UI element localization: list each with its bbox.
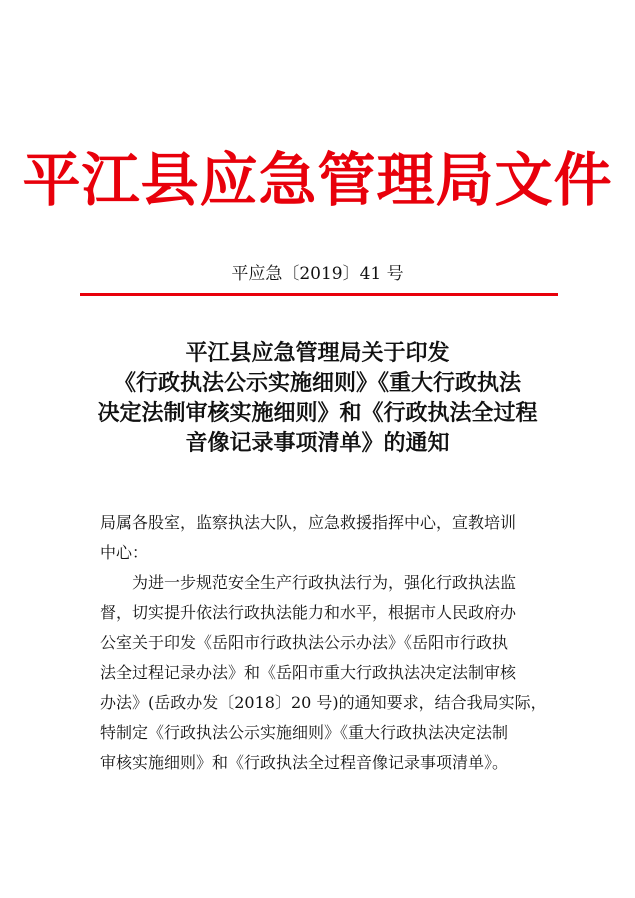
body-line: 中心：: [100, 543, 149, 562]
notice-title-line: 决定法制审核实施细则》和《行政执法全过程: [97, 400, 538, 426]
body-line: 法全过程记录办法》和《岳阳市重大行政执法决定法制审核: [100, 663, 517, 682]
body-line: 督，切实提升依法行政执法能力和水平，根据市人民政府办: [100, 603, 517, 622]
body-line: 审核实施细则》和《行政执法全过程音像记录事项清单》。: [100, 753, 509, 772]
notice-title-line: 《行政执法公示实施细则》《重大行政执法: [113, 370, 521, 396]
body-line: 局属各股室，监察执法大队，应急救援指挥中心，宣教培训: [100, 513, 517, 532]
body-line: 特制定《行政执法公示实施细则》《重大行政执法决定法制: [100, 723, 509, 742]
notice-title: [60, 338, 575, 458]
body-line: 公室关于印发《岳阳市行政执法公示办法》《岳阳市行政执: [100, 633, 509, 652]
red-divider-line: [80, 293, 558, 296]
document-number: 平应急〔2019〕41 号: [231, 264, 404, 284]
notice-title-line: 音像记录事项清单》的通知: [185, 430, 450, 456]
body-line: 办法》(岳政办发〔2018〕20 号)的通知要求，结合我局实际，: [100, 693, 547, 712]
document-header-title: 平江县应急管理局文件: [22, 146, 613, 214]
notice-body: [100, 508, 547, 778]
body-line: 为进一步规范安全生产行政执法行为，强化行政执法监: [100, 573, 517, 592]
notice-title-line: 平江县应急管理局关于印发: [185, 340, 450, 366]
